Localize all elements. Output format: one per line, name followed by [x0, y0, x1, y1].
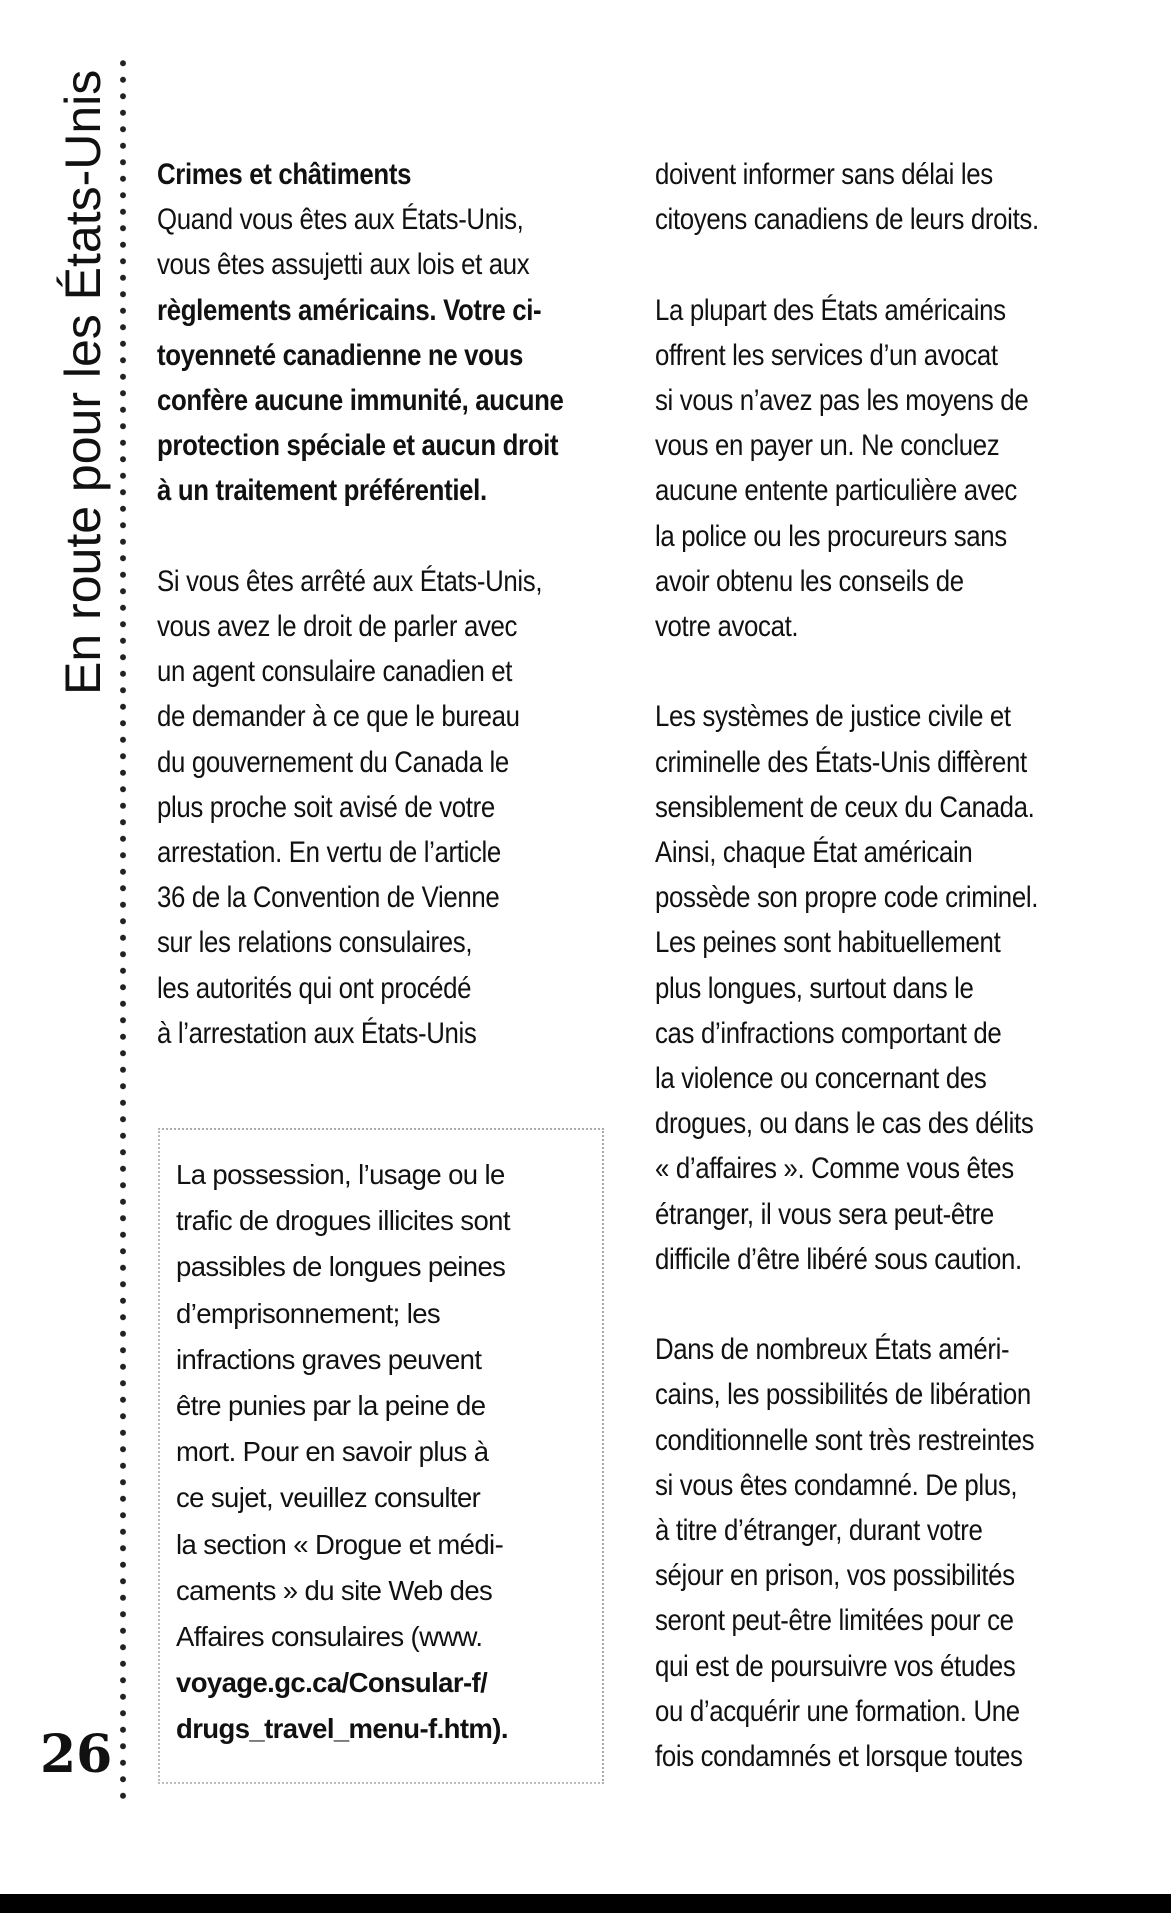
callout-line: caments » du site Web des — [176, 1574, 493, 1606]
text-line: Ainsi, chaque État américain — [655, 836, 973, 870]
text-line: vous êtes assujetti aux lois et aux — [157, 248, 530, 282]
callout-line: passibles de longues peines — [176, 1251, 506, 1283]
text-line: « d’affaires ». Comme vous êtes — [655, 1152, 1014, 1186]
text-line: sur les relations consulaires, — [157, 926, 473, 960]
text-line: cains, les possibilités de libération — [655, 1378, 1031, 1412]
page-number: 26 — [40, 1724, 113, 1785]
callout-line: la section « Drogue et médi- — [176, 1528, 504, 1560]
text-line: un agent consulaire canadien et — [157, 655, 513, 689]
callout-url-line: voyage.gc.ca/Consular-f/ — [176, 1667, 488, 1699]
text-line: conditionnelle sont très restreintes — [655, 1423, 1035, 1457]
text-line: ou d’acquérir une formation. Une — [655, 1694, 1020, 1728]
text-line: 36 de la Convention de Vienne — [157, 881, 500, 915]
text-line: de demander à ce que le bureau — [157, 700, 520, 734]
callout-text — [176, 1152, 596, 1753]
callout-line: ce sujet, veuillez consulter — [176, 1482, 481, 1514]
bold-text-line: protection spéciale et aucun droit — [157, 429, 559, 463]
callout-line: mort. Pour en savoir plus à — [176, 1436, 489, 1468]
text-line: Quand vous êtes aux États-Unis, — [157, 203, 524, 237]
text-line: possède son propre code criminel. — [655, 881, 1039, 915]
text-line: Si vous êtes arrêté aux États-Unis, — [157, 564, 543, 598]
callout-line: infractions graves peuvent — [176, 1343, 482, 1375]
text-line: séjour en prison, vos possibilités — [655, 1559, 1015, 1593]
text-line: Les systèmes de justice civile et — [655, 700, 1011, 734]
text-line: qui est de poursuivre vos études — [655, 1649, 1016, 1683]
text-line: si vous êtes condamné. De plus, — [655, 1468, 1018, 1502]
text-line: la violence ou concernant des — [655, 1062, 987, 1096]
text-line: Dans de nombreux États améri- — [655, 1333, 1010, 1367]
running-section-title: En route pour les États-Unis — [55, 69, 111, 695]
callout-line: trafic de drogues illicites sont — [176, 1205, 510, 1237]
text-line: seront peut-être limitées pour ce — [655, 1604, 1014, 1638]
bold-text-line: règlements américains. Votre ci- — [157, 293, 542, 327]
text-line: à l’arrestation aux États-Unis — [157, 1016, 477, 1050]
text-line: vous avez le droit de parler avec — [157, 610, 518, 644]
callout-line: être punies par la peine de — [176, 1390, 486, 1422]
text-line: aucune entente particulière avec — [655, 474, 1017, 508]
bottom-edge-bar — [0, 1894, 1171, 1913]
text-line: sensiblement de ceux du Canada. — [655, 790, 1035, 824]
callout-line: Affaires consulaires (www. — [176, 1621, 483, 1653]
callout-line: La possession, l’usage ou le — [176, 1159, 505, 1190]
bold-text-line: à un traitement préférentiel. — [157, 474, 487, 508]
text-line: fois condamnés et lorsque toutes — [655, 1740, 1023, 1774]
right-column — [655, 152, 1051, 1779]
text-line: criminelle des États-Unis diffèrent — [655, 745, 1027, 779]
text-line: offrent les services d’un avocat — [655, 338, 998, 372]
text-line: arrestation. En vertu de l’article — [157, 836, 501, 870]
callout-line: d’emprisonnement; les — [176, 1297, 441, 1329]
text-line: votre avocat. — [655, 610, 799, 644]
callout-url-line: drugs_travel_menu-f.htm). — [176, 1713, 508, 1745]
text-line: cas d’infractions comportant de — [655, 1016, 1002, 1050]
text-line: Les peines sont habituellement — [655, 926, 1001, 960]
text-line: à titre d’étranger, durant votre — [655, 1514, 983, 1548]
text-line: si vous n’avez pas les moyens de — [655, 384, 1029, 417]
section-heading: Crimes et châtiments — [157, 158, 412, 191]
text-line: difficile d’être libéré sous caution. — [655, 1242, 1022, 1276]
text-line: les autorités qui ont procédé — [157, 971, 472, 1005]
text-line: étranger, il vous sera peut-être — [655, 1197, 994, 1231]
text-line: la police ou les procureurs sans — [655, 519, 1007, 553]
text-line: plus proche soit avisé de votre — [157, 790, 495, 824]
text-line: vous en payer un. Ne concluez — [655, 429, 1000, 463]
text-line: plus longues, surtout dans le — [655, 971, 974, 1005]
text-line: La plupart des États américains — [655, 293, 1006, 327]
dotted-divider — [116, 55, 130, 1800]
text-line: drogues, ou dans le cas des délits — [655, 1107, 1034, 1141]
bold-text-line: confère aucune immunité, aucune — [157, 384, 564, 418]
text-line: citoyens canadiens de leurs droits. — [655, 203, 1039, 237]
left-column — [157, 152, 604, 1056]
bold-text-line: toyenneté canadienne ne vous — [157, 338, 524, 372]
text-line: doivent informer sans délai les — [655, 158, 993, 191]
text-line: du gouvernement du Canada le — [157, 745, 509, 779]
text-line: avoir obtenu les conseils de — [655, 564, 964, 598]
